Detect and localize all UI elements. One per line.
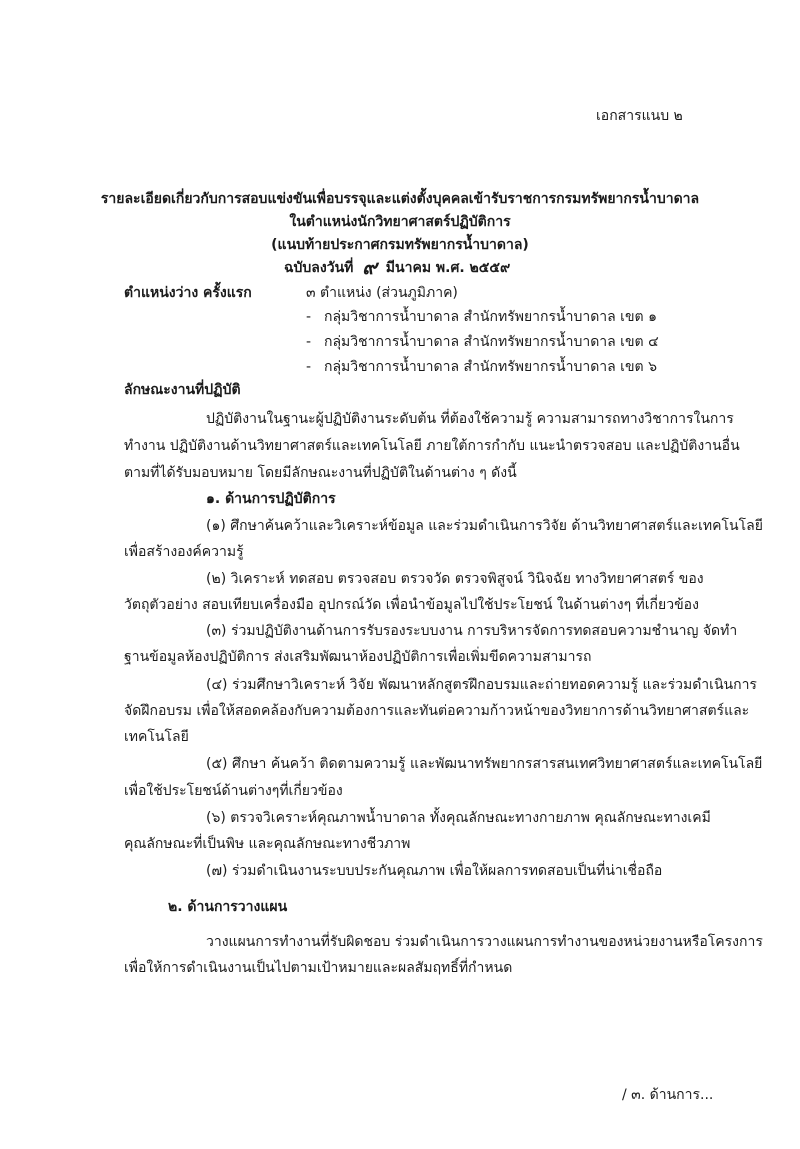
duty-item-4-cont: จัดฝึกอบรม เพื่อให้สอดคล้องกับความต้องการและทันต่อความก้าวหน้าของวิทยาการด้านวิทยาศาสตร์และ xyxy=(124,703,750,719)
date-suffix: มีนาคม พ.ศ. ๒๕๕๙ xyxy=(385,260,511,276)
section1-heading: ๑. ด้านการปฏิบัติการ xyxy=(206,491,336,507)
duty-item-4: (๔) ร่วมศึกษาวิเคราะห์ วิจัย พัฒนาหลักสูตรฝึกอบรมและถ่ายทอดความรู้ และร่วมดำเนินการ xyxy=(206,677,757,693)
duty-item-3-cont: ฐานข้อมูลห้องปฏิบัติการ ส่งเสริมพัฒนาห้องปฏิบัติการเพื่อเพิ่มขีดความสามารถ xyxy=(124,649,592,665)
title-line-2: ในตำแหน่งนักวิทยาศาสตร์ปฏิบัติการ xyxy=(289,214,511,230)
vacancy-item: - กลุ่มวิชาการน้ำบาดาล สำนักทรัพยากรน้ำบาดาล เขต ๖ xyxy=(306,359,657,375)
duty-item-1-cont: เพื่อสร้างองค์ความรู้ xyxy=(124,544,244,560)
vacancy-label: ตำแหน่งว่าง ครั้งแรก xyxy=(124,285,252,301)
attachment-label: เอกสารแนบ ๒ xyxy=(596,108,683,124)
section2-heading: ๒. ด้านการวางแผน xyxy=(168,899,288,915)
duty-item-2: (๒) วิเคราะห์ ทดสอบ ตรวจสอบ ตรวจวัด ตรวจพิสูจน์ วินิจฉัย ทางวิทยาศาสตร์ ของ xyxy=(206,571,704,587)
duties-heading: ลักษณะงานที่ปฏิบัติ xyxy=(124,382,241,398)
section2-line-2: เพื่อให้การดำเนินงานเป็นไปตามเป้าหมายและผลสัมฤทธิ์ที่กำหนด xyxy=(124,960,513,976)
duty-item-4-cont: เทคโนโลยี xyxy=(124,729,189,745)
date-line xyxy=(284,257,510,278)
handwritten-day: ๙ xyxy=(362,255,377,279)
title-line-1: รายละเอียดเกี่ยวกับการสอบแข่งขันเพื่อบรรจุและแต่งตั้งบุคคลเข้ารับราชการกรมทรัพยากรน้ำบาดาล xyxy=(100,191,700,207)
duty-item-6: (๖) ตรวจวิเคราะห์คุณภาพน้ำบาดาล ทั้งคุณลักษณะทางกายภาพ คุณลักษณะทางเคมี xyxy=(206,810,711,826)
duty-item-5: (๕) ศึกษา ค้นคว้า ติดตามความรู้ และพัฒนาทรัพยากรสารสนเทศวิทยาศาสตร์และเทคโนโลยี xyxy=(206,756,763,772)
continuation-note: / ๓. ด้านการ... xyxy=(622,1087,714,1103)
intro-line-1: ปฏิบัติงานในฐานะผู้ปฏิบัติงานระดับต้น ที่ต้องใช้ความรู้ ความสามารถทางวิชาการในการ xyxy=(206,411,734,427)
duty-item-6-cont: คุณลักษณะที่เป็นพิษ และคุณลักษณะทางชีวภาพ xyxy=(124,836,411,852)
duty-item-1: (๑) ศึกษาค้นคว้าและวิเคราะห์ข้อมูล และร่วมดำเนินการวิจัย ด้านวิทยาศาสตร์และเทคโนโลยี xyxy=(206,518,763,534)
date-prefix: ฉบับลงวันที่ xyxy=(284,260,354,276)
duty-item-2-cont: วัตถุตัวอย่าง สอบเทียบเครื่องมือ อุปกรณ์วัด เพื่อนำข้อมูลไปใช้ประโยชน์ ในด้านต่างๆ ที่เกี่ยวข้อง xyxy=(124,597,699,613)
duty-item-7: (๗) ร่วมดำเนินงานระบบประกันคุณภาพ เพื่อให้ผลการทดสอบเป็นที่น่าเชื่อถือ xyxy=(206,863,663,879)
vacancy-item: - กลุ่มวิชาการน้ำบาดาล สำนักทรัพยากรน้ำบาดาล เขต ๔ xyxy=(306,334,659,350)
duty-item-5-cont: เพื่อใช้ประโยชน์ด้านต่างๆที่เกี่ยวข้อง xyxy=(124,783,343,799)
title-line-3: (แนบท้ายประกาศกรมทรัพยากรน้ำบาดาล) xyxy=(271,237,529,253)
duty-item-3: (๓) ร่วมปฏิบัติงานด้านการรับรองระบบงาน การบริหารจัดการทดสอบความชำนาญ จัดทำ xyxy=(206,623,738,639)
section2-line-1: วางแผนการทำงานที่รับผิดชอบ ร่วมดำเนินการวางแผนการทำงานของหน่วยงานหรือโครงการ xyxy=(206,934,763,950)
intro-line-3: ตามที่ได้รับมอบหมาย โดยมีลักษณะงานที่ปฏิบัติในด้านต่าง ๆ ดังนี้ xyxy=(124,465,517,481)
vacancy-item: - กลุ่มวิชาการน้ำบาดาล สำนักทรัพยากรน้ำบาดาล เขต ๑ xyxy=(306,309,657,325)
intro-line-2: ทำงาน ปฏิบัติงานด้านวิทยาศาสตร์และเทคโนโลยี ภายใต้การกำกับ แนะนำตรวจสอบ และปฏิบัติงานอื่น xyxy=(124,438,740,454)
vacancy-count: ๓ ตำแหน่ง (ส่วนภูมิภาค) xyxy=(306,285,458,301)
